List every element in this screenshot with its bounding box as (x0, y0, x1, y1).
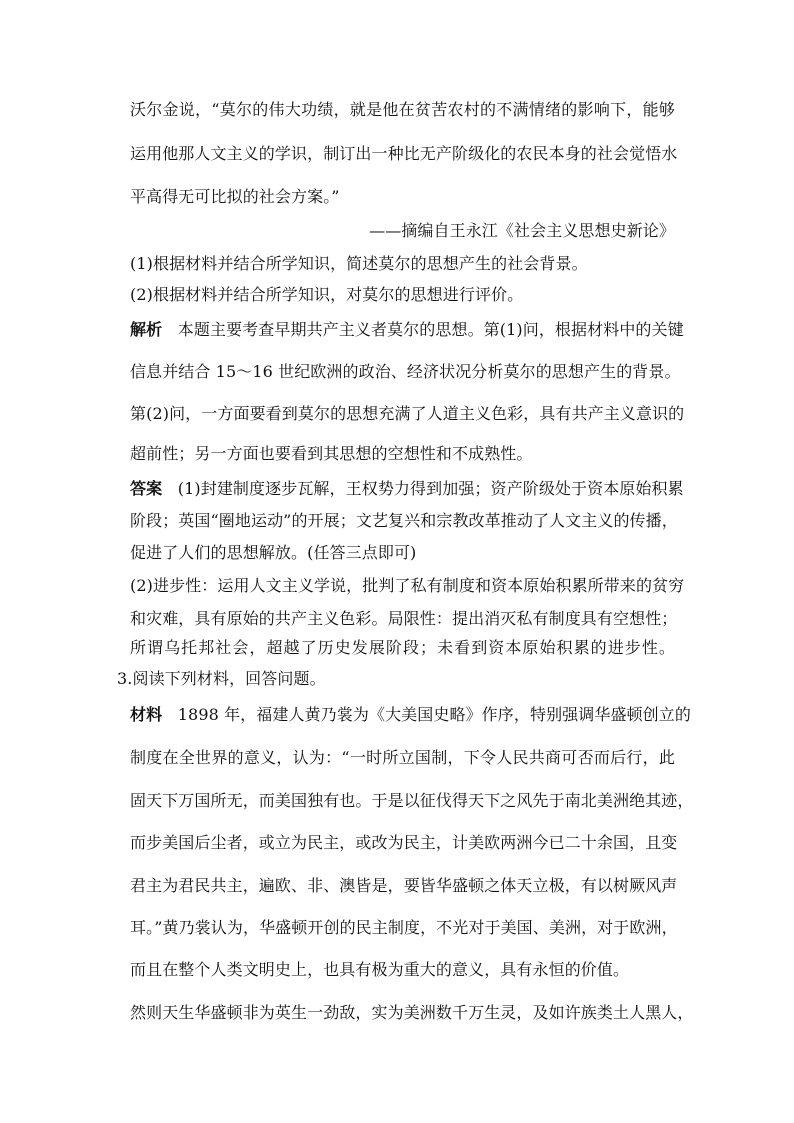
analysis-line-4: 超前性；另一方面也要看到其思想的空想性和不成熟性。 (130, 444, 533, 463)
analysis-line-1 (130, 320, 684, 340)
answer-label: 答案 (130, 479, 163, 498)
material-intro-line-1: 沃尔金说，“莫尔的伟大功绩，就是他在贫苦农村的不满情绪的影响下，能够 (130, 100, 675, 119)
question-2: (2)根据材料并结合所学知识，对莫尔的思想进行评价。 (130, 285, 524, 304)
answer-line-2: 阶段；英国“圈地运动”的开展；文艺复兴和宗教改革推动了人文主义的传播， (130, 511, 678, 530)
material-intro-line-3: 平高得无可比拟的社会方案。” (130, 187, 340, 206)
answer-text-1: (1)封建制度逐步瓦解，王权势力得到加强；资产阶级处于资本原始积累 (177, 479, 684, 498)
q3-material-line-1 (130, 705, 691, 725)
q3-material-line-6: 耳。”黄乃裳认为，华盛顿开创的民主制度，不光对于美国、美洲，对于欧洲， (130, 918, 678, 937)
answer-line-3: 促进了人们的思想解放。(任答三点即可) (130, 543, 417, 562)
answer-line-6: 所谓乌托邦社会，超越了历史发展阶段；未看到资本原始积累的进步性。 (130, 638, 675, 657)
question-1: (1)根据材料并结合所学知识，简述莫尔的思想产生的社会背景。 (130, 254, 588, 273)
answer-line-5: 和灾难，具有原始的共产主义色彩。局限性：提出消灭私有制度具有空想性； (130, 609, 678, 628)
q3-material-line-2: 制度在全世界的意义，认为：“一时所立国制，下令人民共商可否而后行，此 (130, 748, 675, 767)
analysis-line-2: 信息并结合 15～16 世纪欧洲的政治、经济状况分析莫尔的思想产生的背景。 (130, 362, 681, 381)
answer-line-4: (2)进步性：运用人文主义学说，批判了私有制度和资本原始积累所带来的贫穷 (130, 576, 685, 595)
q3-material-line-5: 君主为君民共主，遍欧、非、澳皆是，要皆华盛顿之体天立极，有以树厥风声 (130, 876, 678, 895)
material-intro-line-2: 运用他那人文主义的学识，制订出一种比无产阶级化的农民本身的社会觉悟水 (130, 144, 678, 163)
q3-material-text-1: 1898 年，福建人黄乃裳为《大美国史略》作序，特别强调华盛顿创立的 (177, 705, 691, 724)
source-citation: ——摘编自王永江《社会主义思想史新论》 (369, 221, 675, 240)
question-3-title: 3.阅读下列材料，回答问题。 (117, 669, 326, 688)
q3-material-line-4: 而步美国后尘者，或立为民主，或改为民主，计美欧两洲今已二十余国，且变 (130, 833, 678, 852)
answer-line-1 (130, 479, 684, 499)
q3-material-label: 材料 (130, 705, 163, 724)
analysis-label: 解析 (130, 320, 163, 339)
q3-material-line-3: 固天下万国所无，而美国独有也。于是以征伐得天下之风先于南北美洲绝其迹， (130, 791, 694, 810)
q3-material-line-7: 而且在整个人类文明史上，也具有极为重大的意义，具有永恒的价值。 (130, 960, 630, 979)
analysis-line-3: 第(2)问，一方面要看到莫尔的思想充满了人道主义色彩，具有共产主义意识的 (130, 404, 685, 423)
q3-material-line-8: 然则天生华盛顿非为英生一劲敌，实为美洲数千万生灵，及如许族类土人黑人， (130, 1003, 694, 1022)
analysis-text-1: 本题主要考查早期共产主义者莫尔的思想。第(1)问，根据材料中的关键 (177, 320, 684, 339)
